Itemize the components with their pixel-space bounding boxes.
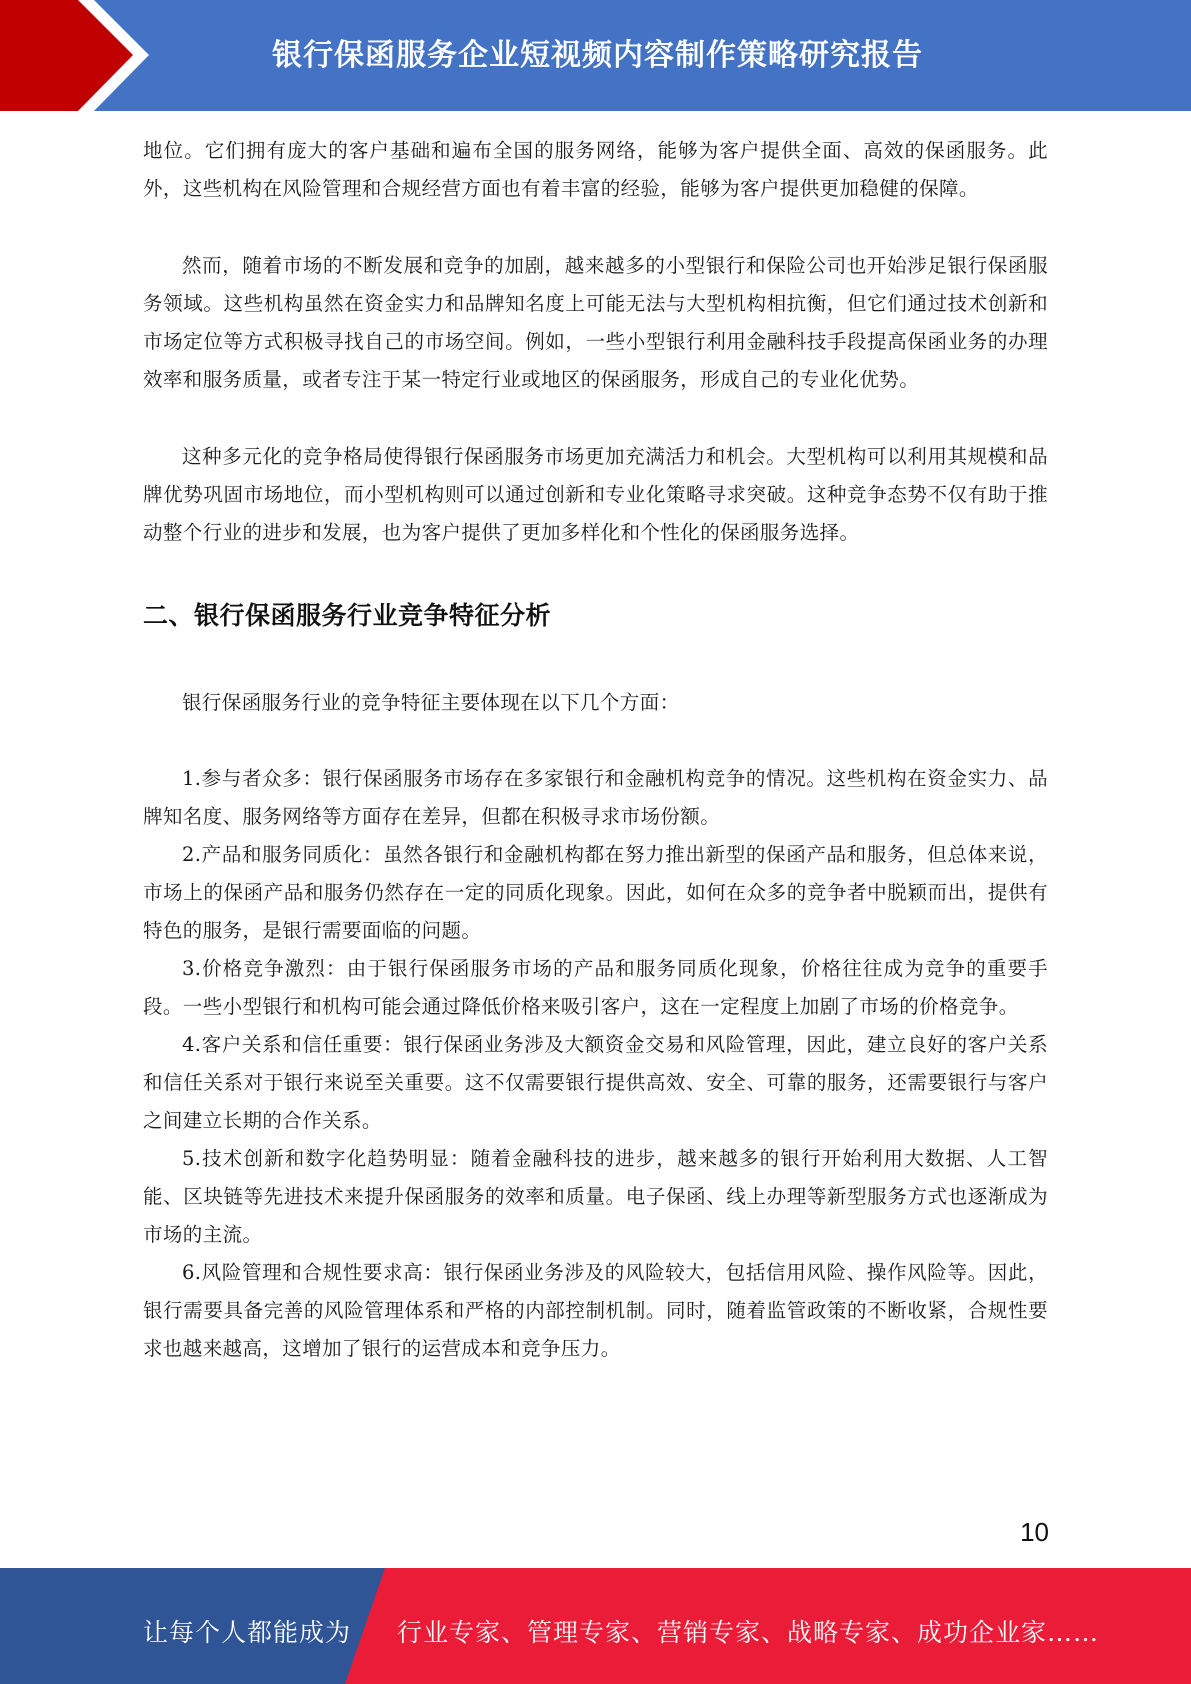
page-content [143,132,1048,1368]
paragraph: 这种多元化的竞争格局使得银行保函服务市场更加充满活力和机会。大型机构可以利用其规模和品牌优势巩固市场地位，而小型机构则可以通过创新和专业化策略寻求突破。这种竞争态势不仅有助于推动整个行业的进步和发展，也为客户提供了更加多样化和个性化的保函服务选择。 [143,445,1048,544]
section-intro: 银行保函服务行业的竞争特征主要体现在以下几个方面： [182,691,680,714]
list-item: 4.客户关系和信任重要：银行保函业务涉及大额资金交易和风险管理，因此，建立良好的客户关系和信任关系对于银行来说至关重要。这不仅需要银行提供高效、安全、可靠的服务，还需要银行与客户之间建立长期的合作关系。 [143,1033,1048,1132]
list-item: 5.技术创新和数字化趋势明显：随着金融科技的进步，越来越多的银行开始利用大数据、人工智能、区块链等先进技术来提升保函服务的效率和质量。电子保函、线上办理等新型服务方式也逐渐成为市场的主流。 [143,1147,1048,1246]
list-item: 6.风险管理和合规性要求高：银行保函业务涉及的风险较大，包括信用风险、操作风险等。因此，银行需要具备完善的风险管理体系和严格的内部控制机制。同时，随着监管政策的不断收紧，合规性要求也越来越高，这增加了银行的运营成本和竞争压力。 [143,1261,1048,1360]
section-heading: 二、银行保函服务行业竞争特征分析 [143,601,552,630]
list-item: 2.产品和服务同质化：虽然各银行和金融机构都在努力推出新型的保函产品和服务，但总体来说，市场上的保函产品和服务仍然存在一定的同质化现象。因此，如何在众多的竞争者中脱颖而出，提供有特色的服务，是银行需要面临的问题。 [143,843,1048,942]
footer-slogan-right: 行业专家、管理专家、营销专家、战略专家、成功企业家…… [397,1618,1100,1647]
footer-banner [0,1568,1191,1684]
list-item: 3.价格竞争激烈：由于银行保函服务市场的产品和服务同质化现象，价格往往成为竞争的重要手段。一些小型银行和机构可能会通过降低价格来吸引客户，这在一定程度上加剧了市场的价格竞争。 [143,957,1048,1018]
list-item: 1.参与者众多：银行保函服务市场存在多家银行和金融机构竞争的情况。这些机构在资金实力、品牌知名度、服务网络等方面存在差异，但都在积极寻求市场份额。 [143,767,1048,828]
report-title: 银行保函服务企业短视频内容制作策略研究报告 [272,38,923,73]
page-number: 10 [1020,1517,1049,1547]
header-banner [0,0,1191,111]
paragraph-continued: 地位。它们拥有庞大的客户基础和遍布全国的服务网络，能够为客户提供全面、高效的保函服务。此外，这些机构在风险管理和合规经营方面也有着丰富的经验，能够为客户提供更加稳健的保障。 [143,139,1048,200]
paragraph: 然而，随着市场的不断发展和竞争的加剧，越来越多的小型银行和保险公司也开始涉足银行保函服务领域。这些机构虽然在资金实力和品牌知名度上可能无法与大型机构相抗衡，但它们通过技术创新和市场定位等方式积极寻找自己的市场空间。例如，一些小型银行利用金融科技手段提高保函业务的办理效率和服务质量，或者专注于某一特定行业或地区的保函服务，形成自己的专业化优势。 [143,254,1048,391]
footer-slogan-left: 让每个人都能成为 [143,1618,352,1647]
header-chevron-icon [0,0,160,111]
feature-list [143,760,1048,1368]
